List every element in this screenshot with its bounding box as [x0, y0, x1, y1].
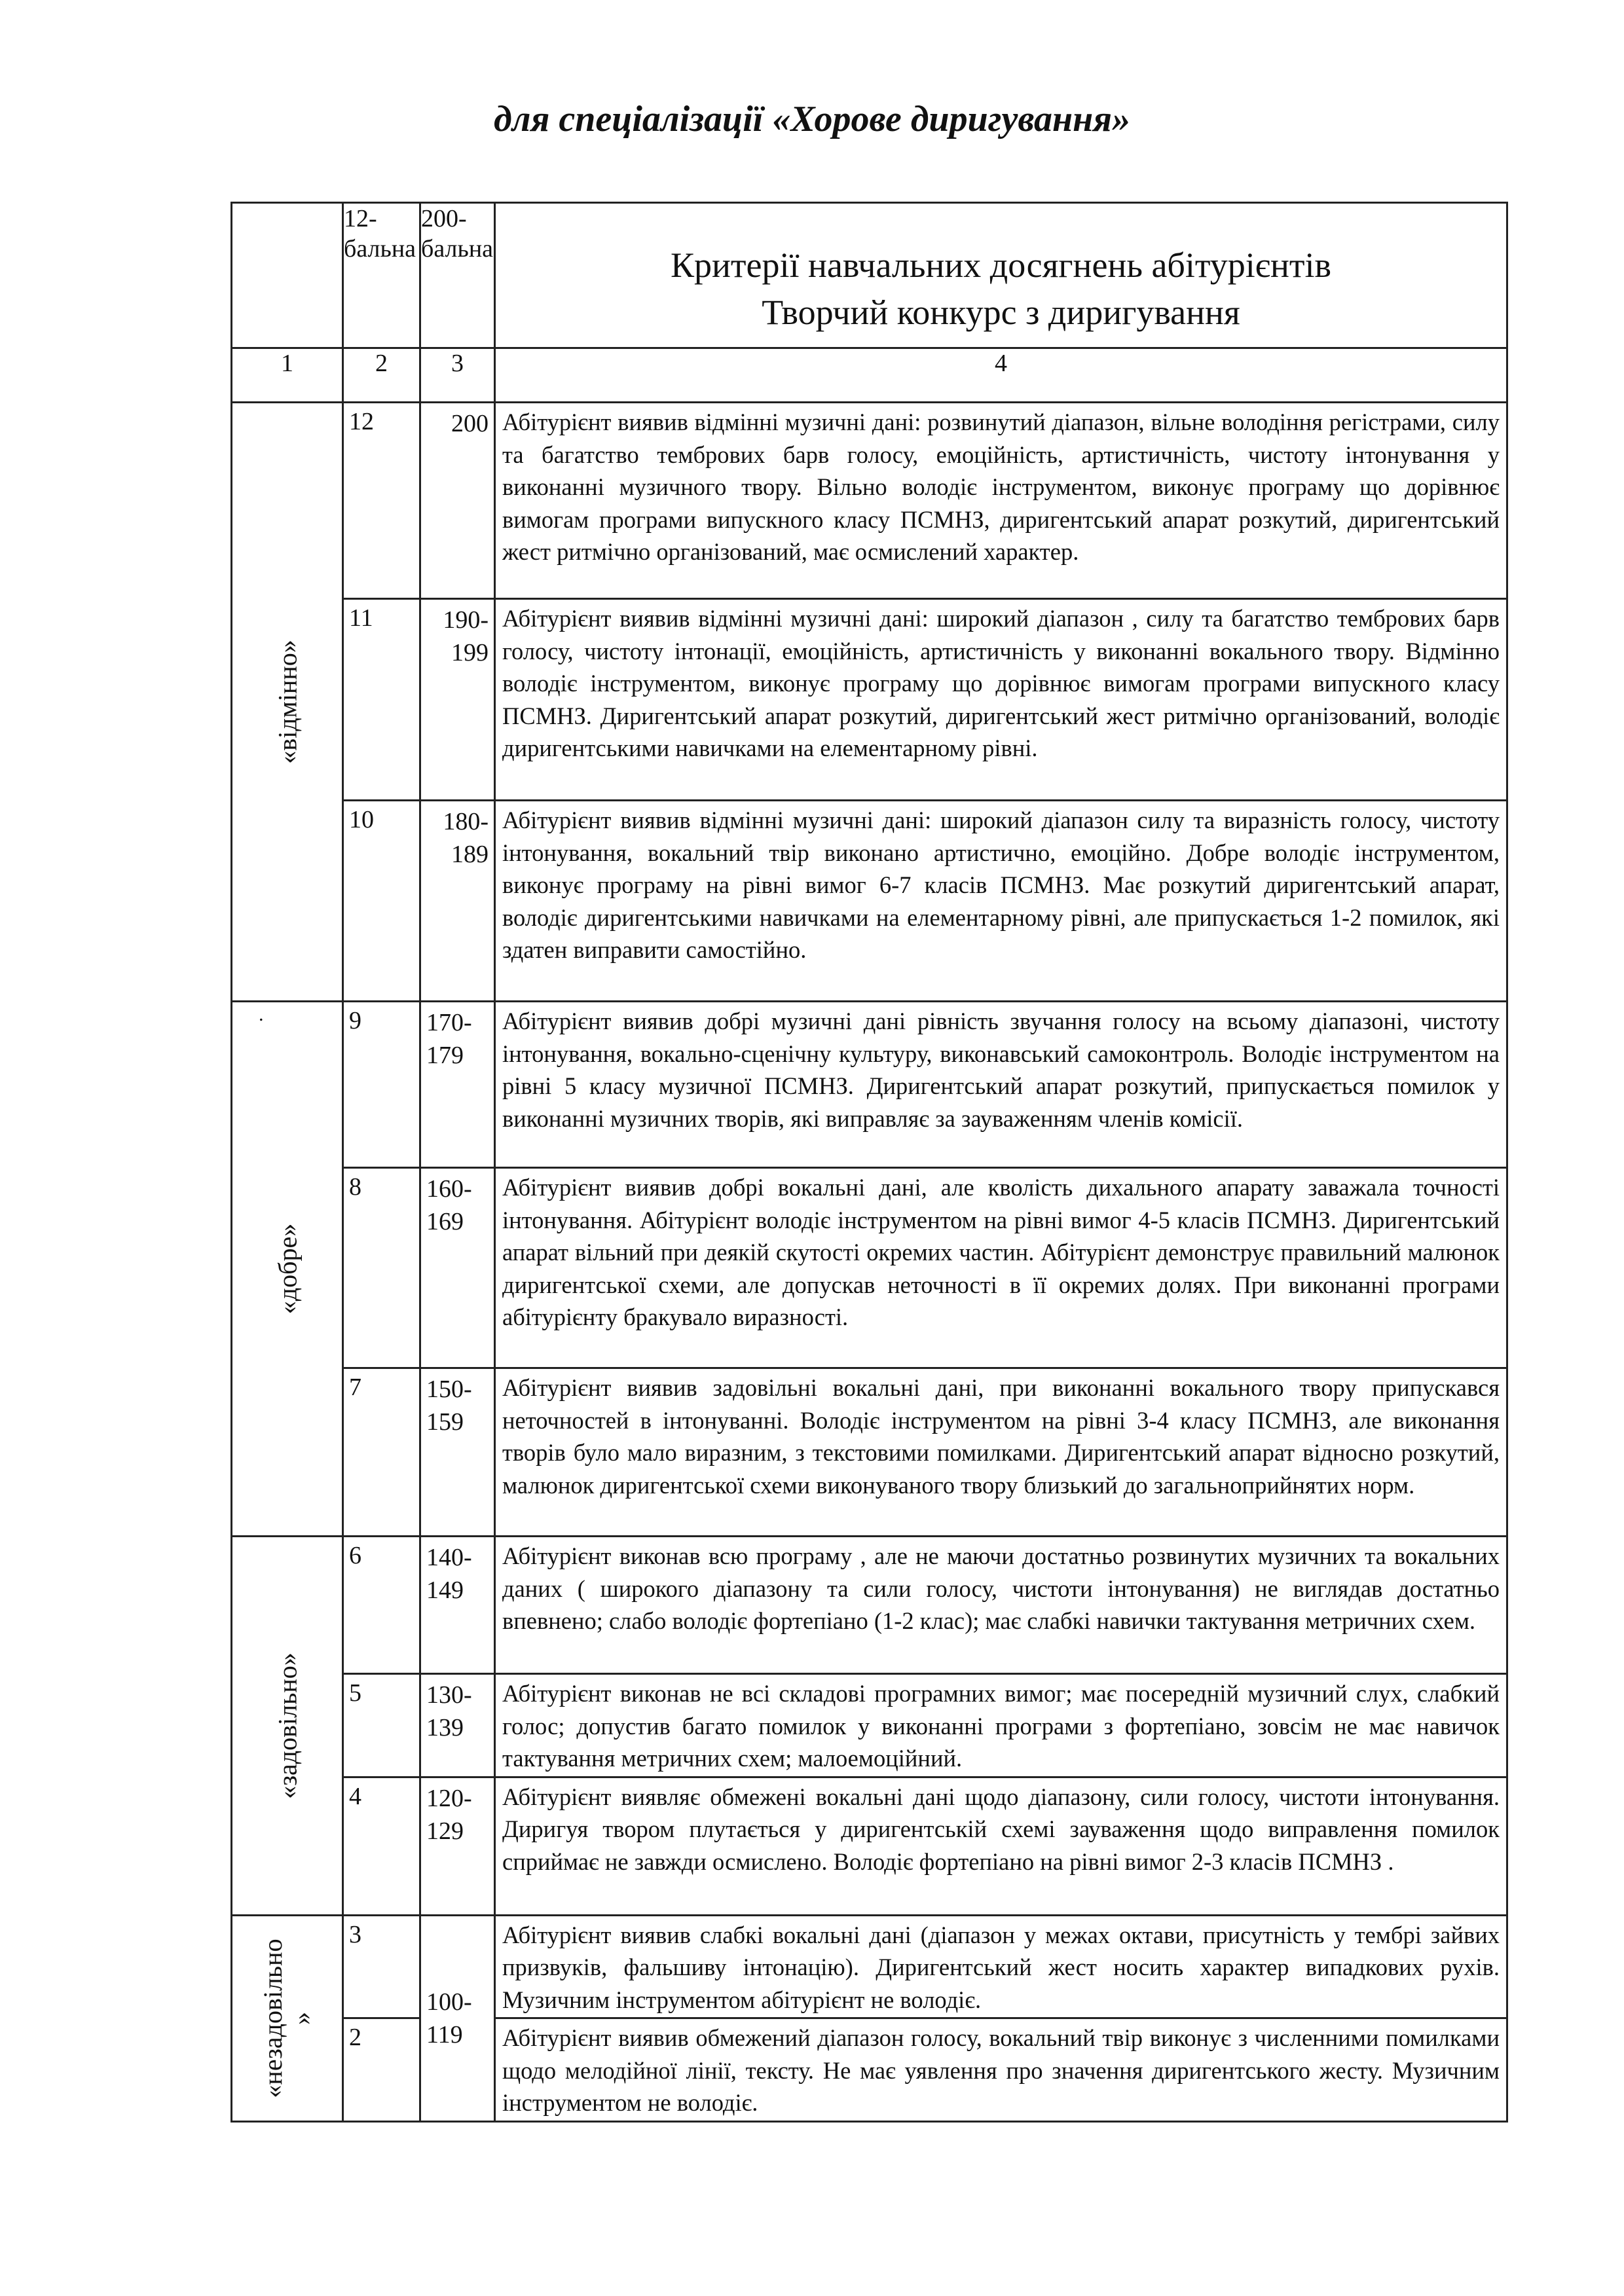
criteria-text: Абітурієнт виявляє обмежені вокальні дані щодо діапазону, сили голосу, чистоти інтонування. Диригуя твором плутається у диригентській схемі зауваження щодо виправлення помилок сприймає не завжди осмислено. Володіє фортепіано на рівні вимог 2-3 класів ПСМНЗ . [495, 1777, 1507, 1915]
table-row [232, 599, 1507, 801]
score-200: 190-199 [420, 599, 495, 801]
header-title-cell [495, 203, 1507, 348]
header-title-line1: Критерії навчальних досягнень абітурієнтів [671, 245, 1331, 285]
criteria-text: Абітурієнт виявив відмінні музичні дані: широкий діапазон силу та виразність голосу, чистоту інтонування, вокальний твір виконано артистично, емоційно. Добре володіє інструментом, виконує програму на рівні вимог 6-7 класів ПСМНЗ. Має розкутий диригентський апарат, володіє диригентськими навичками на елементарному рівні, але припускається 1-2 помилок, які здатен виправити самостійно. [495, 801, 1507, 1002]
score-12: 3 [343, 1915, 420, 2018]
score-200: 140-149 [420, 1537, 495, 1674]
grade-good-label: «добре» [272, 1223, 302, 1315]
table-row [232, 1537, 1507, 1674]
score-200: 200 [420, 403, 495, 599]
grade-excellent-cell [232, 403, 343, 1002]
header-200-scale: 200-бальна [420, 203, 495, 348]
criteria-text: Абітурієнт виконав не всі складові програмних вимог; має посередній музичний слух, слабкий голос; допустив багато помилок у виконанні програми з фортепіано, зовсім не має навичок тактування метричних схем; малоемоційний. [495, 1674, 1507, 1777]
criteria-text: Абітурієнт виявив відмінні музичні дані: розвинутий діапазон, вільне володіння регістрами, силу та багатство тембрових барв голосу, емоційність, артистичність, чистоту інтонування у виконанні музичного твору. Вільно володіє інструментом, виконує програму що дорівнює вимогам програми випускного класу ПСМНЗ, диригентський апарат розкутий, диригентський жест ритмічно організований, має осмислений характер. [495, 403, 1507, 599]
score-200: 100-119 [420, 1915, 495, 2121]
criteria-text: Абітурієнт виявив відмінні музичні дані: широкий діапазон , силу та багатство тембрових барв голосу, чистоту інтонації, емоційність, артистичність у виконанні вокального твору. Відмінно володіє інструментом, виконує програму що дорівнює вимогам програми випускного класу ПСМНЗ. Диригентський апарат розкутий, диригентський жест ритмічно організований, володіє диригентськими навичками на елементарному рівні. [495, 599, 1507, 801]
criteria-text: Абітурієнт виконав всю програму , але не маючи достатньо розвинутих музичних та вокальних даних ( широкого діапазону та сили голосу, чистоти інтонування) не виглядав достатньо впевнено; слабо володіє фортепіано (1-2 клас); має слабкі навички тактування метричних схем. [495, 1537, 1507, 1674]
table-row [232, 1777, 1507, 1915]
criteria-text: Абітурієнт виявив слабкі вокальні дані (діапазон у межах октави, присутність у тембрі зайвих призвуків, фальшиву інтонацію). Диригентський жест носить характер випадкових рухів. Музичним інструментом абітурієнт не володіє. [495, 1915, 1507, 2018]
score-12: 4 [343, 1777, 420, 1915]
score-12: 10 [343, 801, 420, 1002]
column-numbers-row [232, 348, 1507, 403]
header-row [232, 203, 1507, 348]
score-200: 180-189 [420, 801, 495, 1002]
header-12-scale: 12-бальна [343, 203, 420, 348]
stray-dot: . [259, 1004, 264, 1025]
column-number: 2 [343, 348, 420, 403]
criteria-text: Абітурієнт виявив задовільні вокальні дані, при виконанні вокального твору припускався неточностей в інтонуванні. Володіє інструментом на рівні 3-4 класу ПСМНЗ, але виконання творів було мало виразним, з текстовими помилками. Диригентський апарат відносно розкутий, малюнок диригентської схеми виконуваного твору близький до загальноприйнятих норм. [495, 1368, 1507, 1537]
table-row [232, 1674, 1507, 1777]
score-200: 160-169 [420, 1168, 495, 1368]
table-row [232, 1915, 1507, 2018]
score-12: 12 [343, 403, 420, 599]
score-200: 130-139 [420, 1674, 495, 1777]
header-title-line2: Творчий конкурс з диригування [762, 292, 1240, 332]
grade-excellent-label: «відмінно» [272, 640, 302, 764]
grade-unsatisfactory-label [259, 1939, 316, 2098]
grade-unsatisfactory-cell [232, 1915, 343, 2121]
score-200: 150-159 [420, 1368, 495, 1537]
criteria-text: Абітурієнт виявив обмежений діапазон голосу, вокальний твір виконує з численними помилками щодо мелодійної лінії, тексту. Не має уявлення про значення диригентського жесту. Музичним інструментом не володіє. [495, 2018, 1507, 2122]
column-number: 1 [232, 348, 343, 403]
score-12: 5 [343, 1674, 420, 1777]
score-12: 7 [343, 1368, 420, 1537]
criteria-table [231, 202, 1508, 2123]
table-row [232, 1168, 1507, 1368]
table-row [232, 403, 1507, 599]
score-12: 8 [343, 1168, 420, 1368]
grade-good-cell [232, 1002, 343, 1537]
grade-unsatisfactory-line2: » [286, 2011, 316, 2025]
grade-satisfactory-cell [232, 1537, 343, 1916]
score-200: 170-179 [420, 1002, 495, 1168]
page-title: для спеціалізації «Хорове диригування» [493, 99, 1130, 139]
grade-satisfactory-label: «задовільно» [272, 1652, 302, 1799]
table-row [232, 801, 1507, 1002]
score-12: 2 [343, 2018, 420, 2122]
criteria-text: Абітурієнт виявив добрі вокальні дані, але кволість дихального апарату заважала точності інтонування. Абітурієнт володіє інструментом на рівні вимог 4-5 класів ПСМНЗ. Диригентський апарат вільний при деякій скутості окремих частин. Абітурієнт демонструє правильний малюнок диригентської схеми, але допускав неточності в її окремих долях. При виконанні програми абітурієнту бракувало виразності. [495, 1168, 1507, 1368]
header-grade-cell [232, 203, 343, 348]
grade-unsatisfactory-line1: «незадовільно [257, 1938, 287, 2098]
column-number: 3 [420, 348, 495, 403]
score-200: 120-129 [420, 1777, 495, 1915]
table-row [232, 1002, 1507, 1168]
criteria-text: Абітурієнт виявив добрі музичні дані рівність звучання голосу на всьому діапазоні, чистоту інтонування, вокально-сценічну культуру, виконавський самоконтроль. Володіє інструментом на рівні 5 класу музичної ПСМНЗ. Диригентський апарат розкутий, припускається помилок у виконанні музичних творів, які виправляє за зауваженням членів комісії. [495, 1002, 1507, 1168]
score-12: 9 [343, 1002, 420, 1168]
score-12: 6 [343, 1537, 420, 1674]
score-12: 11 [343, 599, 420, 801]
column-number: 4 [495, 348, 1507, 403]
table-row [232, 1368, 1507, 1537]
